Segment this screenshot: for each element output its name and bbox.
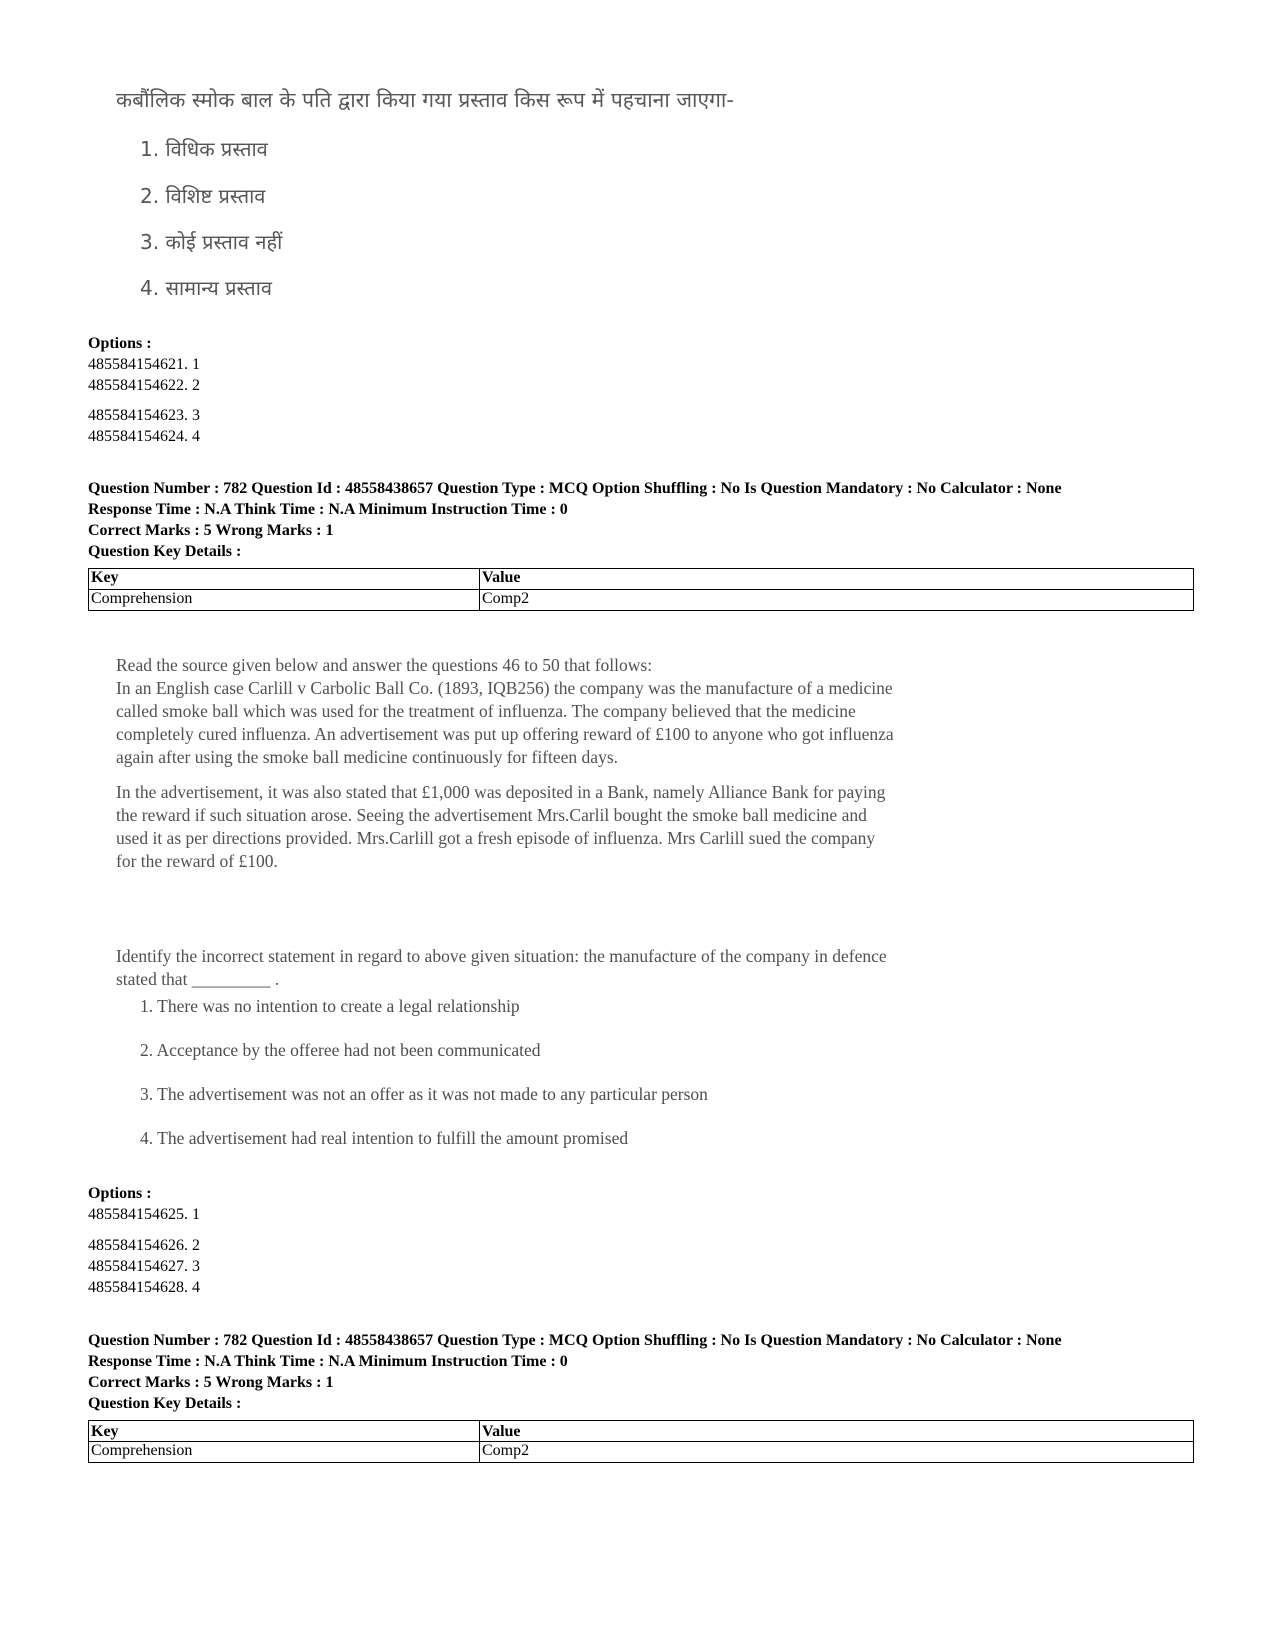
passage-line: completely cured influenza. An advertisement was put up offering reward of £100 to anyone who got influenza xyxy=(116,724,894,744)
hindi-option: 1. विधिक प्रस्ताव xyxy=(140,137,268,161)
table-row xyxy=(89,1442,1194,1463)
passage-line: for the reward of £100. xyxy=(116,851,278,871)
question-meta-line: Correct Marks : 5 Wrong Marks : 1 xyxy=(88,1374,334,1391)
option-entry: 485584154626. 2 xyxy=(88,1237,200,1254)
passage-line: the reward if such situation arose. Seeing the advertisement Mrs.Carlil bought the smoke ball medicine and xyxy=(116,805,867,825)
question-meta-line: Response Time : N.A Think Time : N.A Minimum Instruction Time : 0 xyxy=(88,501,568,518)
table-header-cell: Key xyxy=(89,1421,480,1442)
table-header-cell: Value xyxy=(480,1421,1194,1442)
table-cell: Comprehension xyxy=(89,1442,480,1463)
english-question-image xyxy=(116,945,1016,991)
passage-line: called smoke ball which was used for the treatment of influenza. The company believed that the medicine xyxy=(116,701,856,721)
table-cell: Comprehension xyxy=(89,590,480,611)
english-option: 1. There was no intention to create a legal relationship xyxy=(140,996,520,1016)
passage-line: In an English case Carlill v Carbolic Ball Co. (1893, IQB256) the company was the manufacture of a medicine xyxy=(116,678,893,698)
table-header-row xyxy=(89,569,1194,590)
passage-paragraph xyxy=(116,654,1016,769)
option-entry: 485584154625. 1 xyxy=(88,1206,200,1223)
hindi-question-image xyxy=(116,86,734,114)
passage-paragraph xyxy=(116,781,1016,873)
table-header-row xyxy=(89,1421,1194,1442)
question-meta-line: Question Number : 782 Question Id : 48558438657 Question Type : MCQ Option Shuffling : No Is Question Mandatory : No Calculator : None xyxy=(88,480,1062,497)
hindi-question-text: कबौंलिक स्मोक बाल के पति द्वारा किया गया प्रस्ताव किस रूप में पहचाना जाएगा- xyxy=(116,88,734,112)
passage-line: used it as per directions provided. Mrs.Carlill got a fresh episode of influenza. Mrs Carlill sued the company xyxy=(116,828,876,848)
hindi-option: 2. विशिष्ट प्रस्ताव xyxy=(140,184,266,208)
table-header-cell: Value xyxy=(480,569,1194,590)
option-entry: 485584154628. 4 xyxy=(88,1279,200,1296)
option-entry: 485584154621. 1 xyxy=(88,356,200,373)
options-label: Options : xyxy=(88,335,152,352)
table-cell: Comp2 xyxy=(480,590,1194,611)
hindi-option: 3. कोई प्रस्ताव नहीं xyxy=(140,230,283,254)
question-meta-line: Question Number : 782 Question Id : 48558438657 Question Type : MCQ Option Shuffling : No Is Question Mandatory : No Calculator : None xyxy=(88,1332,1062,1349)
table-cell: Comp2 xyxy=(480,1442,1194,1463)
passage-line: again after using the smoke ball medicine continuously for fifteen days. xyxy=(116,747,619,767)
table-row xyxy=(89,590,1194,611)
hindi-option: 4. सामान्य प्रस्ताव xyxy=(140,276,272,300)
question-key-table xyxy=(88,1420,1194,1463)
question-key-table xyxy=(88,568,1194,611)
question-meta-line: Question Key Details : xyxy=(88,1395,242,1412)
passage-line: Read the source given below and answer the questions 46 to 50 that follows: xyxy=(116,655,653,675)
option-entry: 485584154624. 4 xyxy=(88,428,200,445)
option-entry: 485584154627. 3 xyxy=(88,1258,200,1275)
english-option: 3. The advertisement was not an offer as it was not made to any particular person xyxy=(140,1084,708,1104)
question-line: stated that _________ . xyxy=(116,969,280,989)
option-entry: 485584154622. 2 xyxy=(88,377,200,394)
table-header-cell: Key xyxy=(89,569,480,590)
english-option: 4. The advertisement had real intention to fulfill the amount promised xyxy=(140,1128,629,1148)
passage-line: In the advertisement, it was also stated that £1,000 was deposited in a Bank, namely Alliance Bank for paying xyxy=(116,782,886,802)
question-meta-line: Question Key Details : xyxy=(88,543,242,560)
option-entry: 485584154623. 3 xyxy=(88,407,200,424)
question-line: Identify the incorrect statement in regard to above given situation: the manufacture of the company in defence xyxy=(116,946,887,966)
passage-image xyxy=(116,654,1016,873)
question-meta-line: Response Time : N.A Think Time : N.A Minimum Instruction Time : 0 xyxy=(88,1353,568,1370)
english-option: 2. Acceptance by the offeree had not been communicated xyxy=(140,1040,541,1060)
options-label: Options : xyxy=(88,1185,152,1202)
question-meta-line: Correct Marks : 5 Wrong Marks : 1 xyxy=(88,522,334,539)
